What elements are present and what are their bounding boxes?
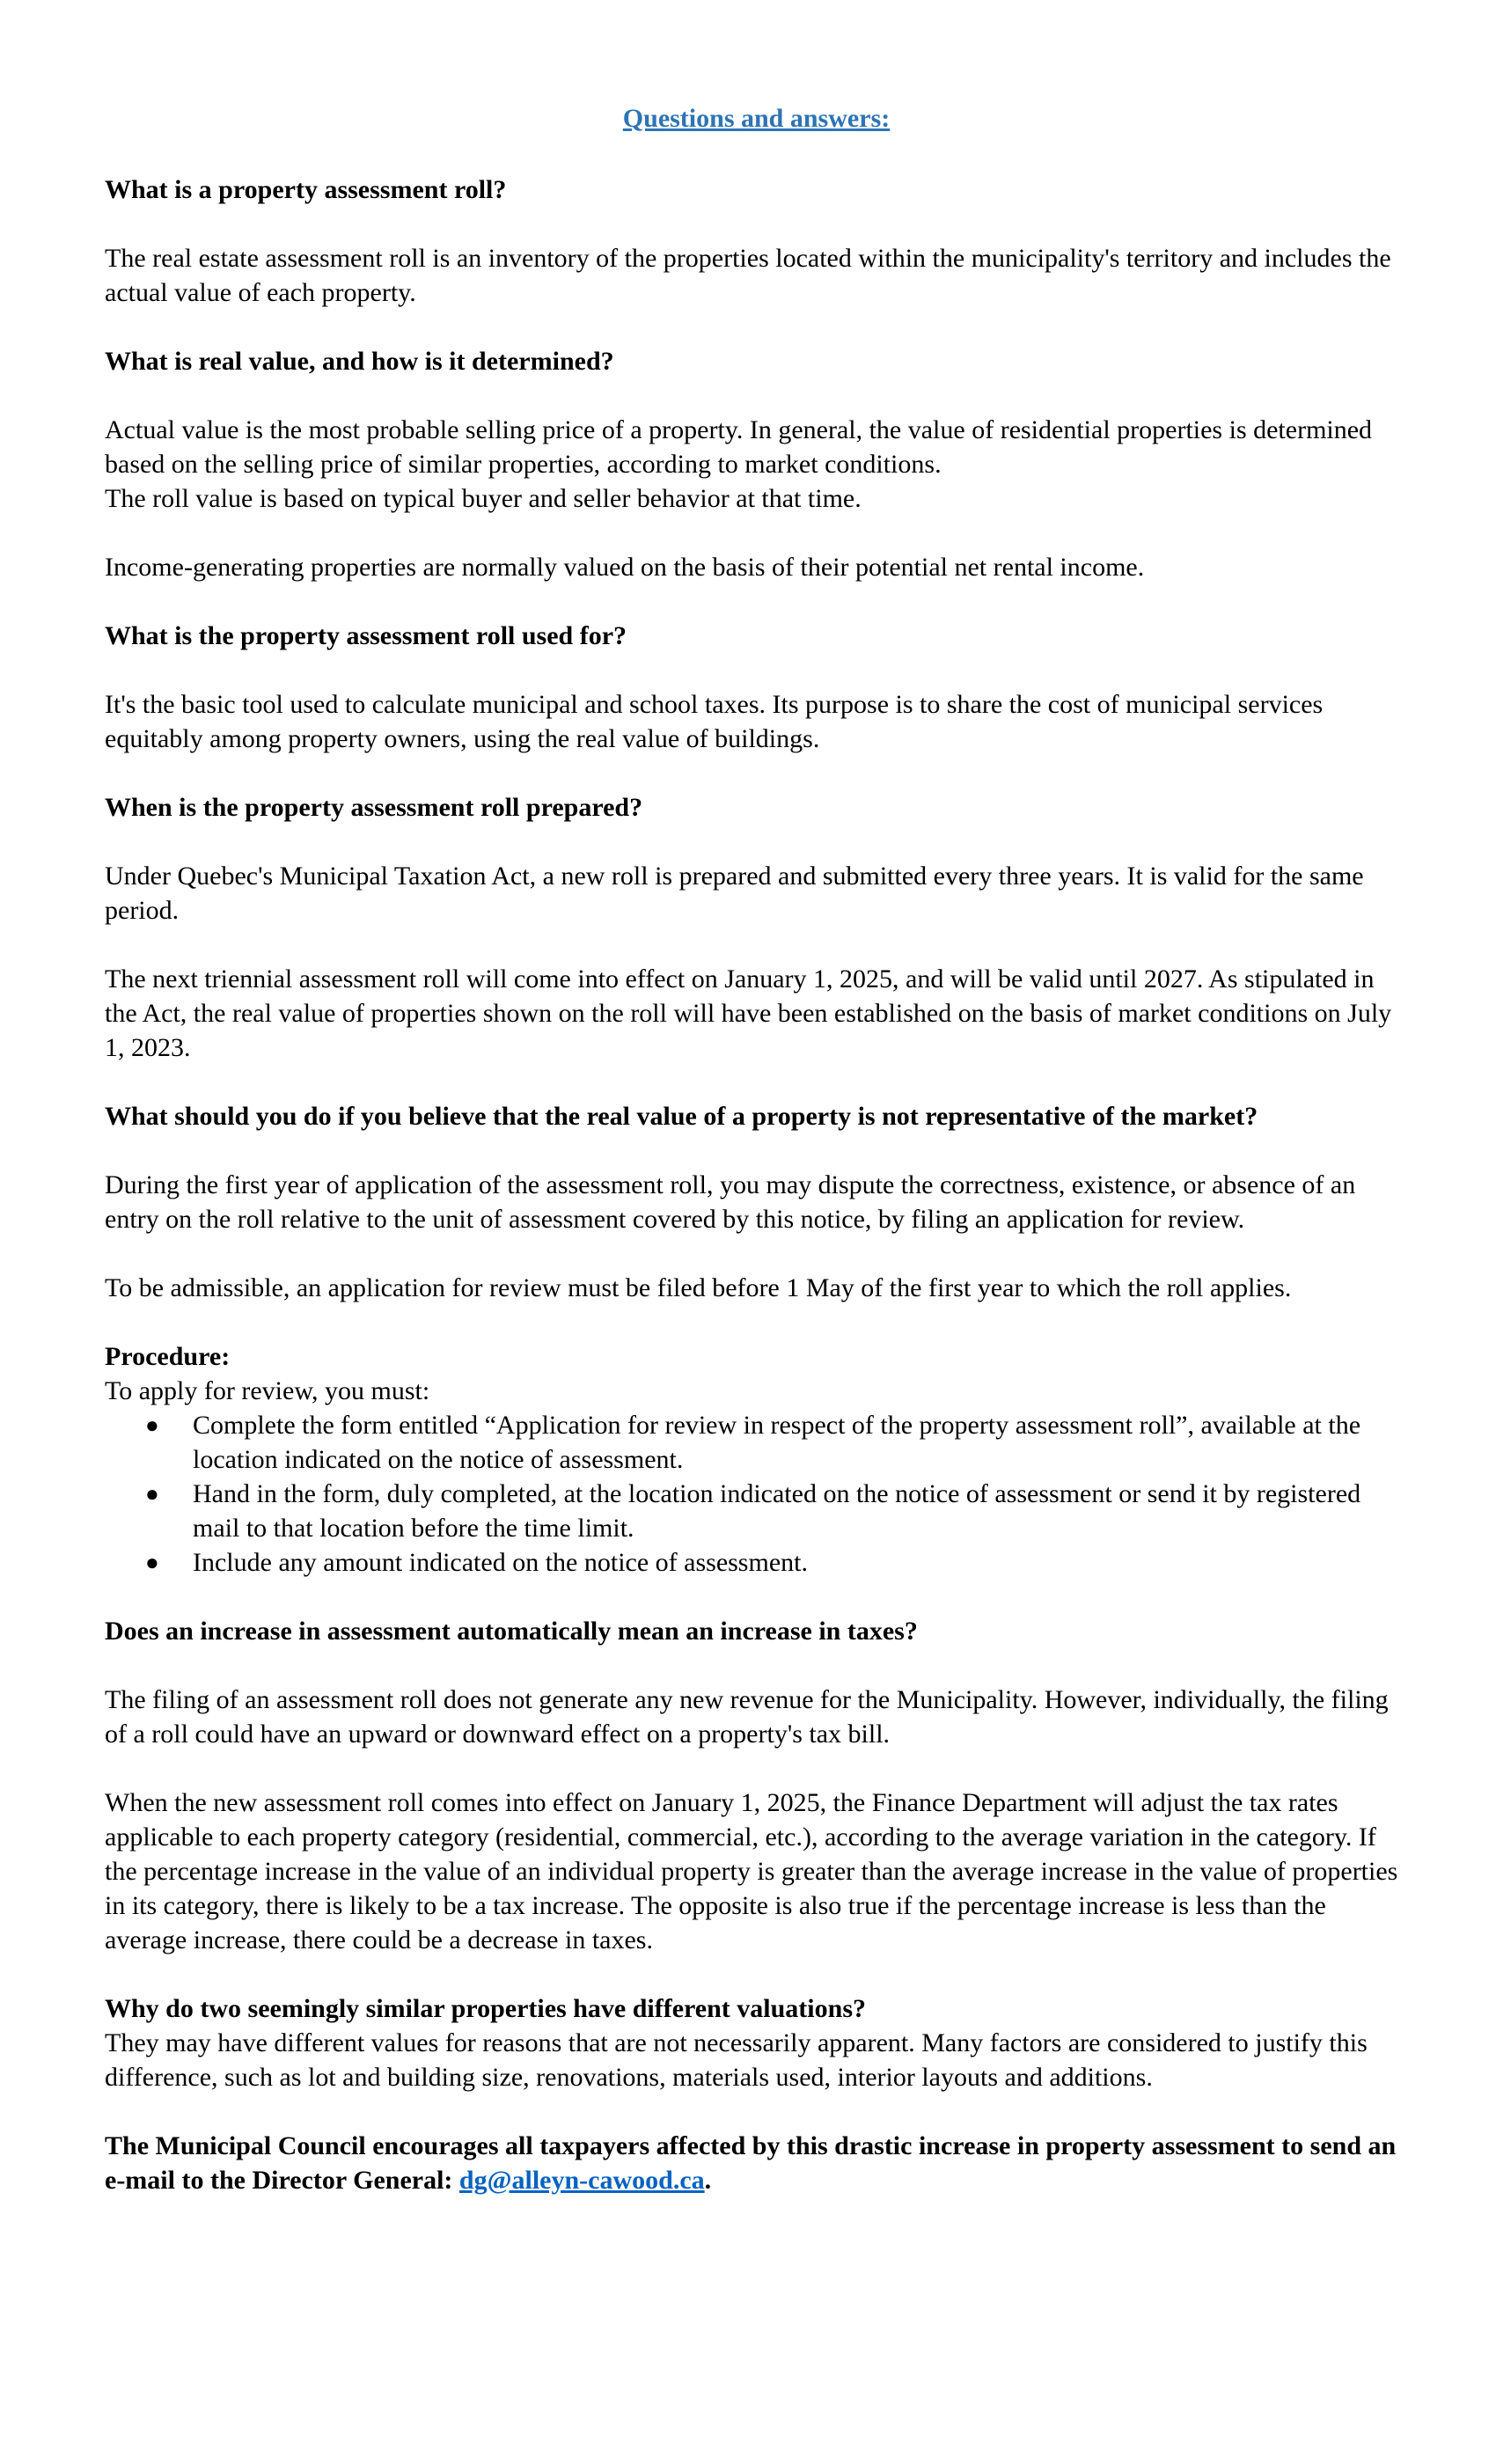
question-heading: When is the property assessment roll prepared? — [105, 793, 643, 822]
answer-paragraph: During the first year of application of the assessment roll, you may dispute the correctness, existence, or absence of an entry on the roll relative to the unit of assessment covered by this notice, by filing an application for review. — [105, 1170, 1356, 1234]
answer-paragraph: They may have different values for reasons that are not necessarily apparent. Many factors are considered to justify this difference, such as lot and building size, renovations, materials used, interior layouts and additions. — [105, 2028, 1368, 2092]
question-heading: What should you do if you believe that the real value of a property is not representative of the market? — [105, 1102, 1258, 1131]
closing-text: The Municipal Council encourages all taxpayers affected by this drastic increase in property assessment to send an e-mail to the Director General: — [105, 2131, 1397, 2195]
bullet-icon: ● — [145, 1481, 159, 1507]
question-heading: Why do two seemingly similar properties have different valuations? — [105, 1994, 866, 2023]
answer-paragraph: The next triennial assessment roll will come into effect on January 1, 2025, and will be valid until 2027. As stipulated in the Act, the real value of properties shown on the roll will have been established on the basis of market conditions on July 1, 2023. — [105, 964, 1392, 1062]
procedure-intro: To apply for review, you must: — [105, 1376, 430, 1405]
closing-statement — [105, 2129, 1408, 2197]
email-link[interactable]: dg@alleyn-cawood.ca — [458, 2166, 705, 2195]
procedure-heading: Procedure: — [105, 1342, 231, 1371]
list-item-text: Hand in the form, duly completed, at the location indicated on the notice of assessment or send it by registered mail to that location before the time limit. — [193, 1479, 1361, 1543]
answer-paragraph: To be admissible, an application for review must be filed before 1 May of the first year to which the roll applies. — [105, 1273, 1292, 1302]
list-item — [145, 1477, 1408, 1545]
closing-period: . — [704, 2166, 712, 2195]
answer-paragraph: Under Quebec's Municipal Taxation Act, a new roll is prepared and submitted every three years. It is valid for the same period. — [105, 862, 1364, 925]
procedure-list — [105, 1408, 1408, 1580]
question-heading: Does an increase in assessment automatically mean an increase in taxes? — [105, 1617, 918, 1646]
answer-paragraph: The real estate assessment roll is an inventory of the properties located within the municipality's territory and includes the actual value of each property. — [105, 244, 1391, 307]
answer-paragraph: It's the basic tool used to calculate municipal and school taxes. Its purpose is to share the cost of municipal services equitably among property owners, using the real value of buildings. — [105, 690, 1324, 753]
bullet-icon: ● — [145, 1550, 159, 1575]
page-title: Questions and answers: — [622, 104, 891, 133]
answer-paragraph: The roll value is based on typical buyer and seller behavior at that time. — [105, 484, 862, 513]
answer-paragraph: Income-generating properties are normally valued on the basis of their potential net rental income. — [105, 553, 1145, 582]
answer-paragraph: The filing of an assessment roll does not generate any new revenue for the Municipality. However, individually, the filing of a roll could have an upward or downward effect on a property's tax bill. — [105, 1685, 1389, 1749]
list-item — [145, 1545, 1408, 1580]
bullet-icon: ● — [145, 1412, 159, 1438]
list-item-text: Complete the form entitled “Application for review in respect of the property assessment roll”, available at the location indicated on the notice of assessment. — [193, 1411, 1361, 1474]
question-heading: What is the property assessment roll used for? — [105, 621, 627, 650]
answer-paragraph: Actual value is the most probable selling price of a property. In general, the value of residential properties is determined based on the selling price of similar properties, according to market conditions. — [105, 415, 1373, 479]
list-item-text: Include any amount indicated on the notice of assessment. — [193, 1548, 808, 1577]
question-heading: What is a property assessment roll? — [105, 175, 507, 204]
question-heading: What is real value, and how is it determined? — [105, 347, 614, 376]
list-item — [145, 1408, 1408, 1477]
answer-paragraph: When the new assessment roll comes into effect on January 1, 2025, the Finance Department will adjust the tax rates applicable to each property category (residential, commercial, etc.), according to the average variation in the category. If the percentage increase in the value of an individual property is greater than the average increase in the value of properties in its category, there is likely to be a tax increase. The opposite is also true if the percentage increase is less than the average increase, there could be a decrease in taxes. — [105, 1788, 1398, 1954]
